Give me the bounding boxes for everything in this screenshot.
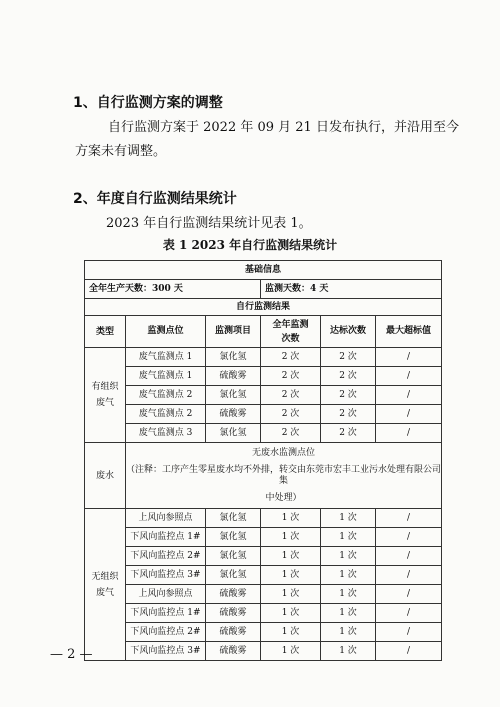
unorganized-row <box>85 509 442 528</box>
unorganized-max-exceed: / <box>376 528 442 547</box>
unorganized-item: 氯化氢 <box>206 528 261 547</box>
unorganized-compliant-count: 1 次 <box>321 642 376 661</box>
organized-max-exceed: / <box>376 405 442 424</box>
unorganized-item: 硫酸雾 <box>206 642 261 661</box>
organized-point: 废气监测点 2 <box>126 386 206 405</box>
table-caption: 表 1 2023 年自行监测结果统计 <box>162 238 338 252</box>
organized-annual-count: 2 次 <box>261 405 321 424</box>
organized-annual-count: 2 次 <box>261 424 321 443</box>
basic-info-title: 基础信息 <box>85 261 442 280</box>
unorganized-max-exceed: / <box>376 623 442 642</box>
unorganized-compliant-count: 1 次 <box>321 566 376 585</box>
organized-item: 硫酸雾 <box>206 405 261 424</box>
organized-compliant-count: 2 次 <box>321 367 376 386</box>
organized-compliant-count: 2 次 <box>321 405 376 424</box>
unorganized-item: 硫酸雾 <box>206 604 261 623</box>
organized-point: 废气监测点 1 <box>126 367 206 386</box>
unorganized-compliant-count: 1 次 <box>321 509 376 528</box>
monitoring-results-table <box>84 260 442 661</box>
organized-max-exceed: / <box>376 386 442 405</box>
unorganized-max-exceed: / <box>376 585 442 604</box>
unorganized-annual-count: 1 次 <box>261 547 321 566</box>
unorganized-row <box>85 604 442 623</box>
unorganized-compliant-count: 1 次 <box>321 585 376 604</box>
organized-annual-count: 2 次 <box>261 348 321 367</box>
unorganized-compliant-count: 1 次 <box>321 528 376 547</box>
header-type: 类型 <box>85 316 126 348</box>
unorganized-point: 上风向参照点 <box>126 585 206 604</box>
organized-annual-count: 2 次 <box>261 367 321 386</box>
monitoring-days: 监测天数：4 天 <box>261 280 442 299</box>
organized-point: 废气监测点 3 <box>126 424 206 443</box>
unorganized-annual-count: 1 次 <box>261 604 321 623</box>
unorganized-annual-count: 1 次 <box>261 642 321 661</box>
unorganized-point: 上风向参照点 <box>126 509 206 528</box>
unorganized-item: 氯化氢 <box>206 509 261 528</box>
organized-annual-count: 2 次 <box>261 386 321 405</box>
unorganized-annual-count: 1 次 <box>261 623 321 642</box>
organized-type: 有组织废气 <box>85 348 126 443</box>
organized-max-exceed: / <box>376 367 442 386</box>
unorganized-item: 氯化氢 <box>206 547 261 566</box>
organized-item: 氯化氢 <box>206 386 261 405</box>
section1-paragraph-line2: 方案未有调整。 <box>75 144 167 159</box>
organized-item: 氯化氢 <box>206 424 261 443</box>
unorganized-row <box>85 585 442 604</box>
unorganized-max-exceed: / <box>376 509 442 528</box>
organized-item: 硫酸雾 <box>206 367 261 386</box>
organized-row <box>85 367 442 386</box>
unorganized-compliant-count: 1 次 <box>321 547 376 566</box>
header-compliant-count: 达标次数 <box>321 316 376 348</box>
unorganized-point: 下风向监控点 3# <box>126 642 206 661</box>
section1-paragraph-line1: 自行监测方案于 2022 年 09 月 21 日发布执行，并沿用至今 <box>108 120 459 135</box>
wastewater-line1: 无废水监测点位 <box>252 447 316 458</box>
organized-row <box>85 348 442 367</box>
wastewater-line3: 中处理） <box>265 492 302 503</box>
organized-row <box>85 424 442 443</box>
unorganized-point: 下风向监控点 1# <box>126 604 206 623</box>
section1-heading: 1、自行监测方案的调整 <box>73 95 223 111</box>
unorganized-max-exceed: / <box>376 547 442 566</box>
unorganized-row <box>85 566 442 585</box>
wastewater-note <box>126 443 442 509</box>
header-item: 监测项目 <box>206 316 261 348</box>
organized-max-exceed: / <box>376 348 442 367</box>
unorganized-point: 下风向监控点 1# <box>126 528 206 547</box>
wastewater-type: 废水 <box>85 443 126 509</box>
unorganized-compliant-count: 1 次 <box>321 623 376 642</box>
header-point: 监测点位 <box>126 316 206 348</box>
unorganized-row <box>85 623 442 642</box>
unorganized-point: 下风向监控点 3# <box>126 566 206 585</box>
section2-heading: 2、年度自行监测结果统计 <box>73 191 237 207</box>
organized-max-exceed: / <box>376 424 442 443</box>
unorganized-annual-count: 1 次 <box>261 509 321 528</box>
unorganized-max-exceed: / <box>376 604 442 623</box>
header-annual-count: 全年监测次数 <box>261 316 321 348</box>
organized-point: 废气监测点 2 <box>126 405 206 424</box>
unorganized-item: 硫酸雾 <box>206 585 261 604</box>
production-days: 全年生产天数：300 天 <box>85 280 261 299</box>
unorganized-item: 氯化氢 <box>206 566 261 585</box>
organized-row <box>85 405 442 424</box>
page-number: — 2 — <box>50 647 93 662</box>
section2-intro: 2023 年自行监测结果统计见表 1。 <box>106 216 312 231</box>
unorganized-item: 硫酸雾 <box>206 623 261 642</box>
header-max-exceed: 最大超标值 <box>376 316 442 348</box>
unorganized-annual-count: 1 次 <box>261 528 321 547</box>
unorganized-annual-count: 1 次 <box>261 585 321 604</box>
unorganized-row <box>85 528 442 547</box>
unorganized-type: 无组织废气 <box>85 509 126 661</box>
unorganized-max-exceed: / <box>376 642 442 661</box>
unorganized-point: 下风向监控点 2# <box>126 623 206 642</box>
wastewater-line2: （注释：工序产生零星废水均不外排，转交由东莞市宏丰工业污水处理有限公司集 <box>126 464 442 486</box>
organized-item: 氯化氢 <box>206 348 261 367</box>
unorganized-annual-count: 1 次 <box>261 566 321 585</box>
organized-row <box>85 386 442 405</box>
organized-point: 废气监测点 1 <box>126 348 206 367</box>
organized-compliant-count: 2 次 <box>321 348 376 367</box>
unorganized-row <box>85 642 442 661</box>
unorganized-max-exceed: / <box>376 566 442 585</box>
organized-compliant-count: 2 次 <box>321 386 376 405</box>
organized-compliant-count: 2 次 <box>321 424 376 443</box>
results-title: 自行监测结果 <box>85 299 442 316</box>
unorganized-compliant-count: 1 次 <box>321 604 376 623</box>
unorganized-row <box>85 547 442 566</box>
unorganized-point: 下风向监控点 2# <box>126 547 206 566</box>
